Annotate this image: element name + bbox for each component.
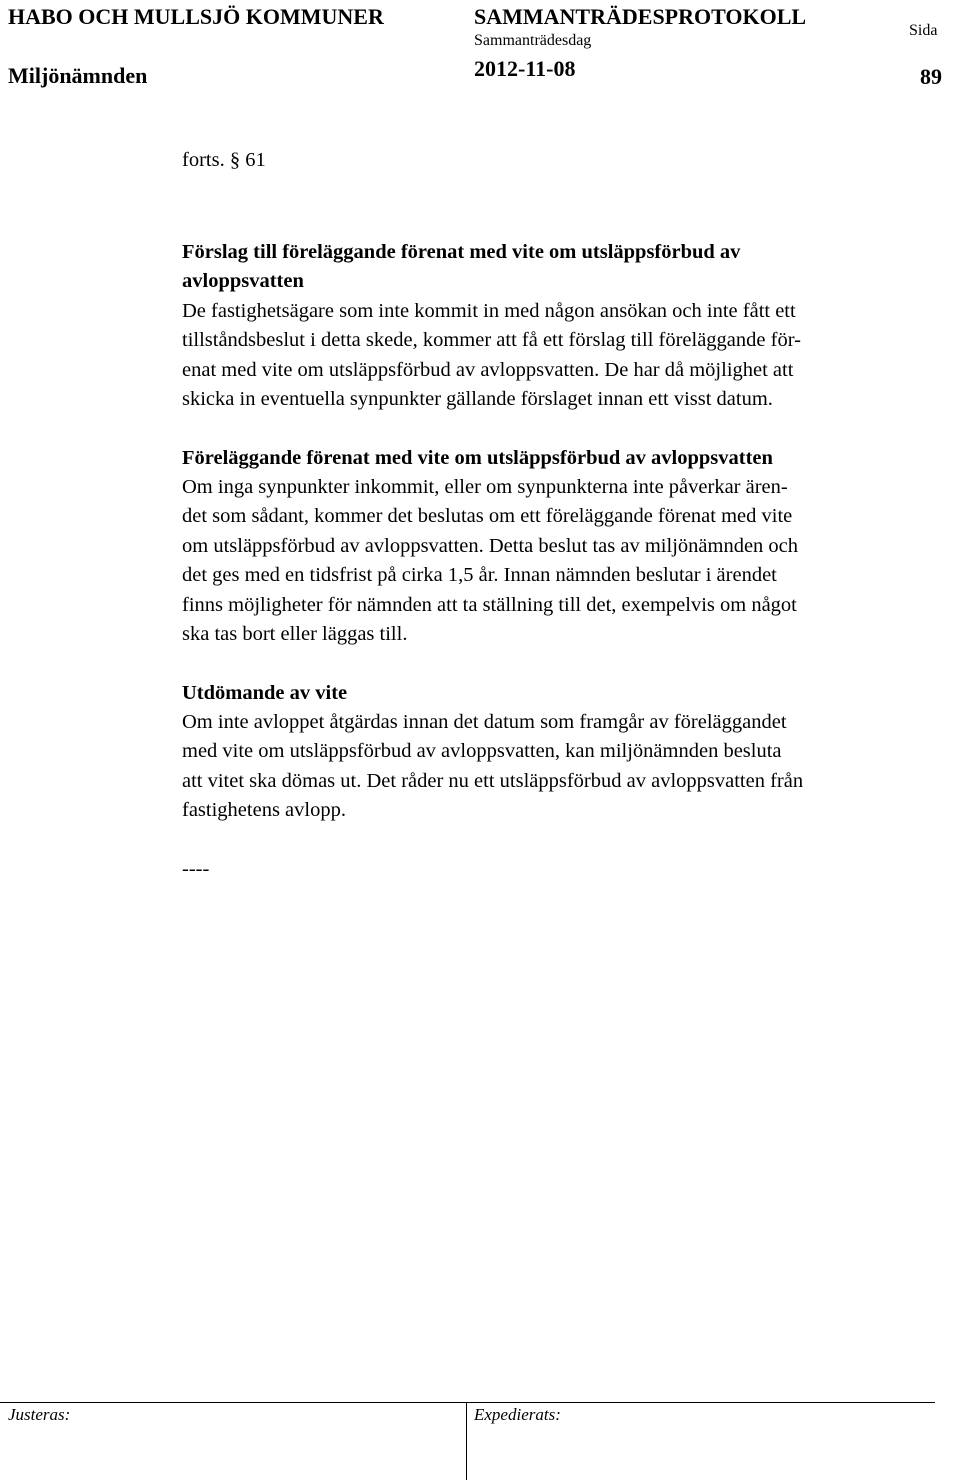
- section-1-heading: [182, 238, 954, 297]
- justeras-label: Justeras:: [8, 1405, 71, 1424]
- document-type: SAMMANTRÄDESPROTOKOLL: [474, 4, 807, 29]
- footer-divider: [0, 1402, 935, 1403]
- text-line: om utsläppsförbud av avloppsvatten. Detta beslut tas av miljönämnden och: [182, 534, 799, 557]
- expedierats-label: Expedierats:: [474, 1405, 561, 1424]
- text-line: skicka in eventuella synpunkter gällande förslaget innan ett visst datum.: [182, 388, 773, 411]
- text-line: enat med vite om utsläppsförbud av avloppsvatten. De har då möjlighet att: [182, 358, 794, 381]
- municipality-title: HABO OCH MULLSJÖ KOMMUNER: [8, 4, 384, 29]
- end-marker: ----: [182, 858, 210, 880]
- committee-name: Miljönämnden: [8, 63, 148, 88]
- text-line: fastighetens avlopp.: [182, 799, 346, 822]
- section-1-heading-line: avloppsvatten: [182, 270, 304, 293]
- text-line: ska tas bort eller läggas till.: [182, 623, 408, 646]
- section-3-heading: [182, 679, 954, 708]
- text-line: med vite om utsläppsförbud av avloppsvatten, kan miljönämnden besluta: [182, 740, 782, 763]
- text-line: Om inte avloppet åtgärdas innan det datum som framgår av föreläggandet: [182, 711, 787, 733]
- text-line: det ges med en tidsfrist på cirka 1,5 år. Innan nämnden beslutar i ärendet: [182, 564, 777, 587]
- text-line: det som sådant, kommer det beslutas om ett föreläggande förenat med vite: [182, 505, 793, 528]
- section-2-text: [182, 473, 954, 649]
- footer-column-divider: [466, 1402, 467, 1480]
- section-continuation: forts. § 61: [182, 149, 266, 171]
- section-1-heading-line: Förslag till föreläggande förenat med vite om utsläppsförbud av: [182, 241, 741, 263]
- section-2-heading-line: Föreläggande förenat med vite om utsläppsförbud av avloppsvatten: [182, 447, 773, 469]
- section-3-text: [182, 708, 954, 826]
- text-line: att vitet ska dömas ut. Det råder nu ett utsläppsförbud av avloppsvatten från: [182, 769, 804, 792]
- text-line: De fastighetsägare som inte kommit in med någon ansökan och inte fått ett: [182, 300, 796, 322]
- meeting-date: 2012-11-08: [474, 56, 576, 81]
- page-number: 89: [920, 64, 942, 89]
- text-line: Om inga synpunkter inkommit, eller om synpunkterna inte påverkar ären-: [182, 476, 788, 498]
- page-label: Sida: [909, 22, 938, 39]
- section-3-heading-line: Utdömande av vite: [182, 682, 348, 704]
- section-1-text: [182, 297, 954, 415]
- section-2-heading: [182, 444, 954, 473]
- text-line: finns möjligheter för nämnden att ta ställning till det, exempelvis om något: [182, 593, 797, 616]
- text-line: tillståndsbeslut i detta skede, kommer att få ett förslag till föreläggande för-: [182, 329, 801, 352]
- meeting-day-label: Sammanträdesdag: [474, 32, 592, 49]
